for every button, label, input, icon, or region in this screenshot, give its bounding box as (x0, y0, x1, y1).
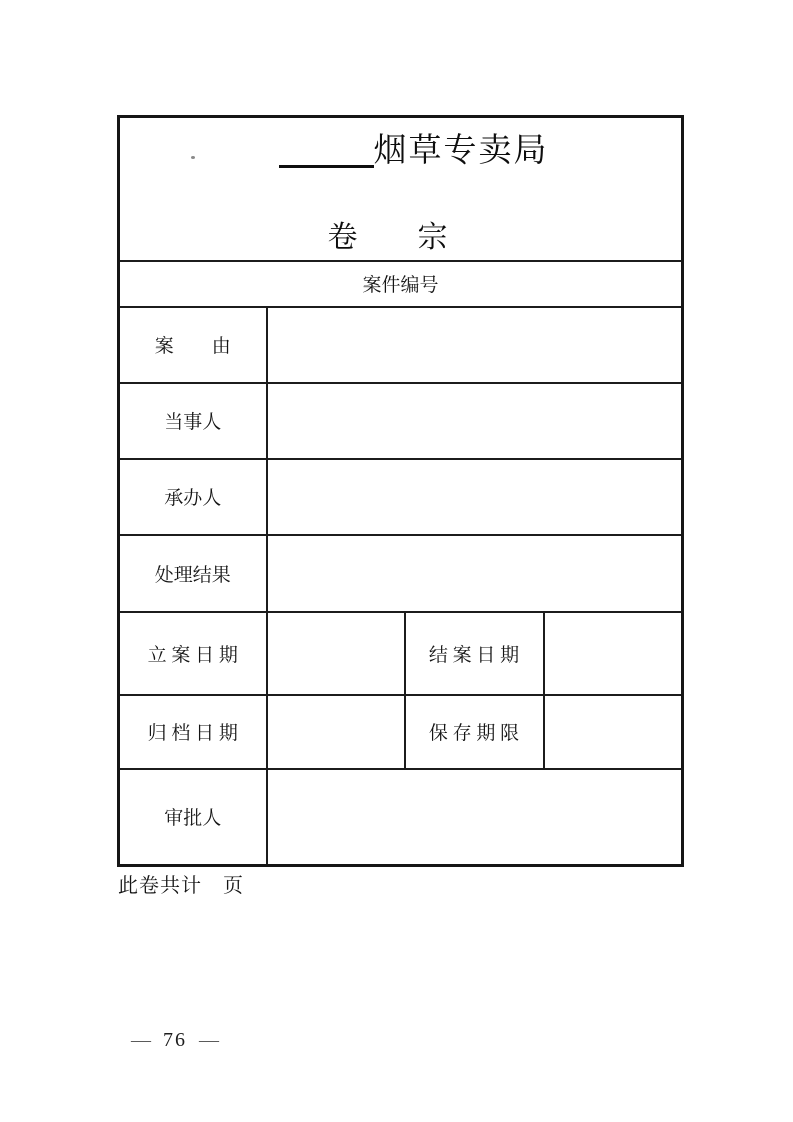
party-label: 当事人 (119, 383, 267, 459)
page-number-dash-left: — (131, 1029, 151, 1051)
volume-title: 卷 宗 (327, 221, 448, 255)
approver-label: 审批人 (119, 769, 267, 866)
table-row (119, 459, 683, 535)
table-row (119, 117, 683, 261)
result-value-cell (267, 535, 683, 612)
total-pages-footnote: 此卷共计 页 (118, 875, 244, 897)
page-number (131, 1029, 219, 1052)
org-title-line (133, 131, 694, 172)
table-row (119, 695, 683, 769)
case-file-cover-table (117, 115, 684, 867)
filing-date-label: 立 案 日 期 (119, 612, 267, 695)
case-cause-label: 案 由 (119, 307, 267, 383)
result-label: 处理结果 (119, 535, 267, 612)
closing-date-label: 结 案 日 期 (405, 612, 544, 695)
retention-period-value-cell (544, 695, 683, 769)
blank-underline (279, 165, 374, 168)
approver-value-cell (267, 769, 683, 866)
party-value-cell (267, 383, 683, 459)
case-number-label: 案件编号 (119, 261, 683, 307)
table-row (119, 307, 683, 383)
filing-date-value-cell (267, 612, 405, 695)
table-row (119, 612, 683, 695)
title-cell (119, 117, 683, 261)
table-row (119, 383, 683, 459)
handler-value-cell (267, 459, 683, 535)
scan-speck (191, 156, 195, 159)
org-title-text: 烟草专卖局 (373, 133, 549, 170)
table-row (119, 769, 683, 866)
handler-label: 承办人 (119, 459, 267, 535)
table-row (119, 261, 683, 307)
archive-date-label: 归 档 日 期 (119, 695, 267, 769)
retention-period-label: 保 存 期 限 (405, 695, 544, 769)
case-cause-value-cell (267, 307, 683, 383)
closing-date-value-cell (544, 612, 683, 695)
table-row (119, 535, 683, 612)
archive-date-value-cell (267, 695, 405, 769)
page-number-dash-right: — (199, 1029, 219, 1051)
page-number-value: 76 (163, 1029, 187, 1051)
